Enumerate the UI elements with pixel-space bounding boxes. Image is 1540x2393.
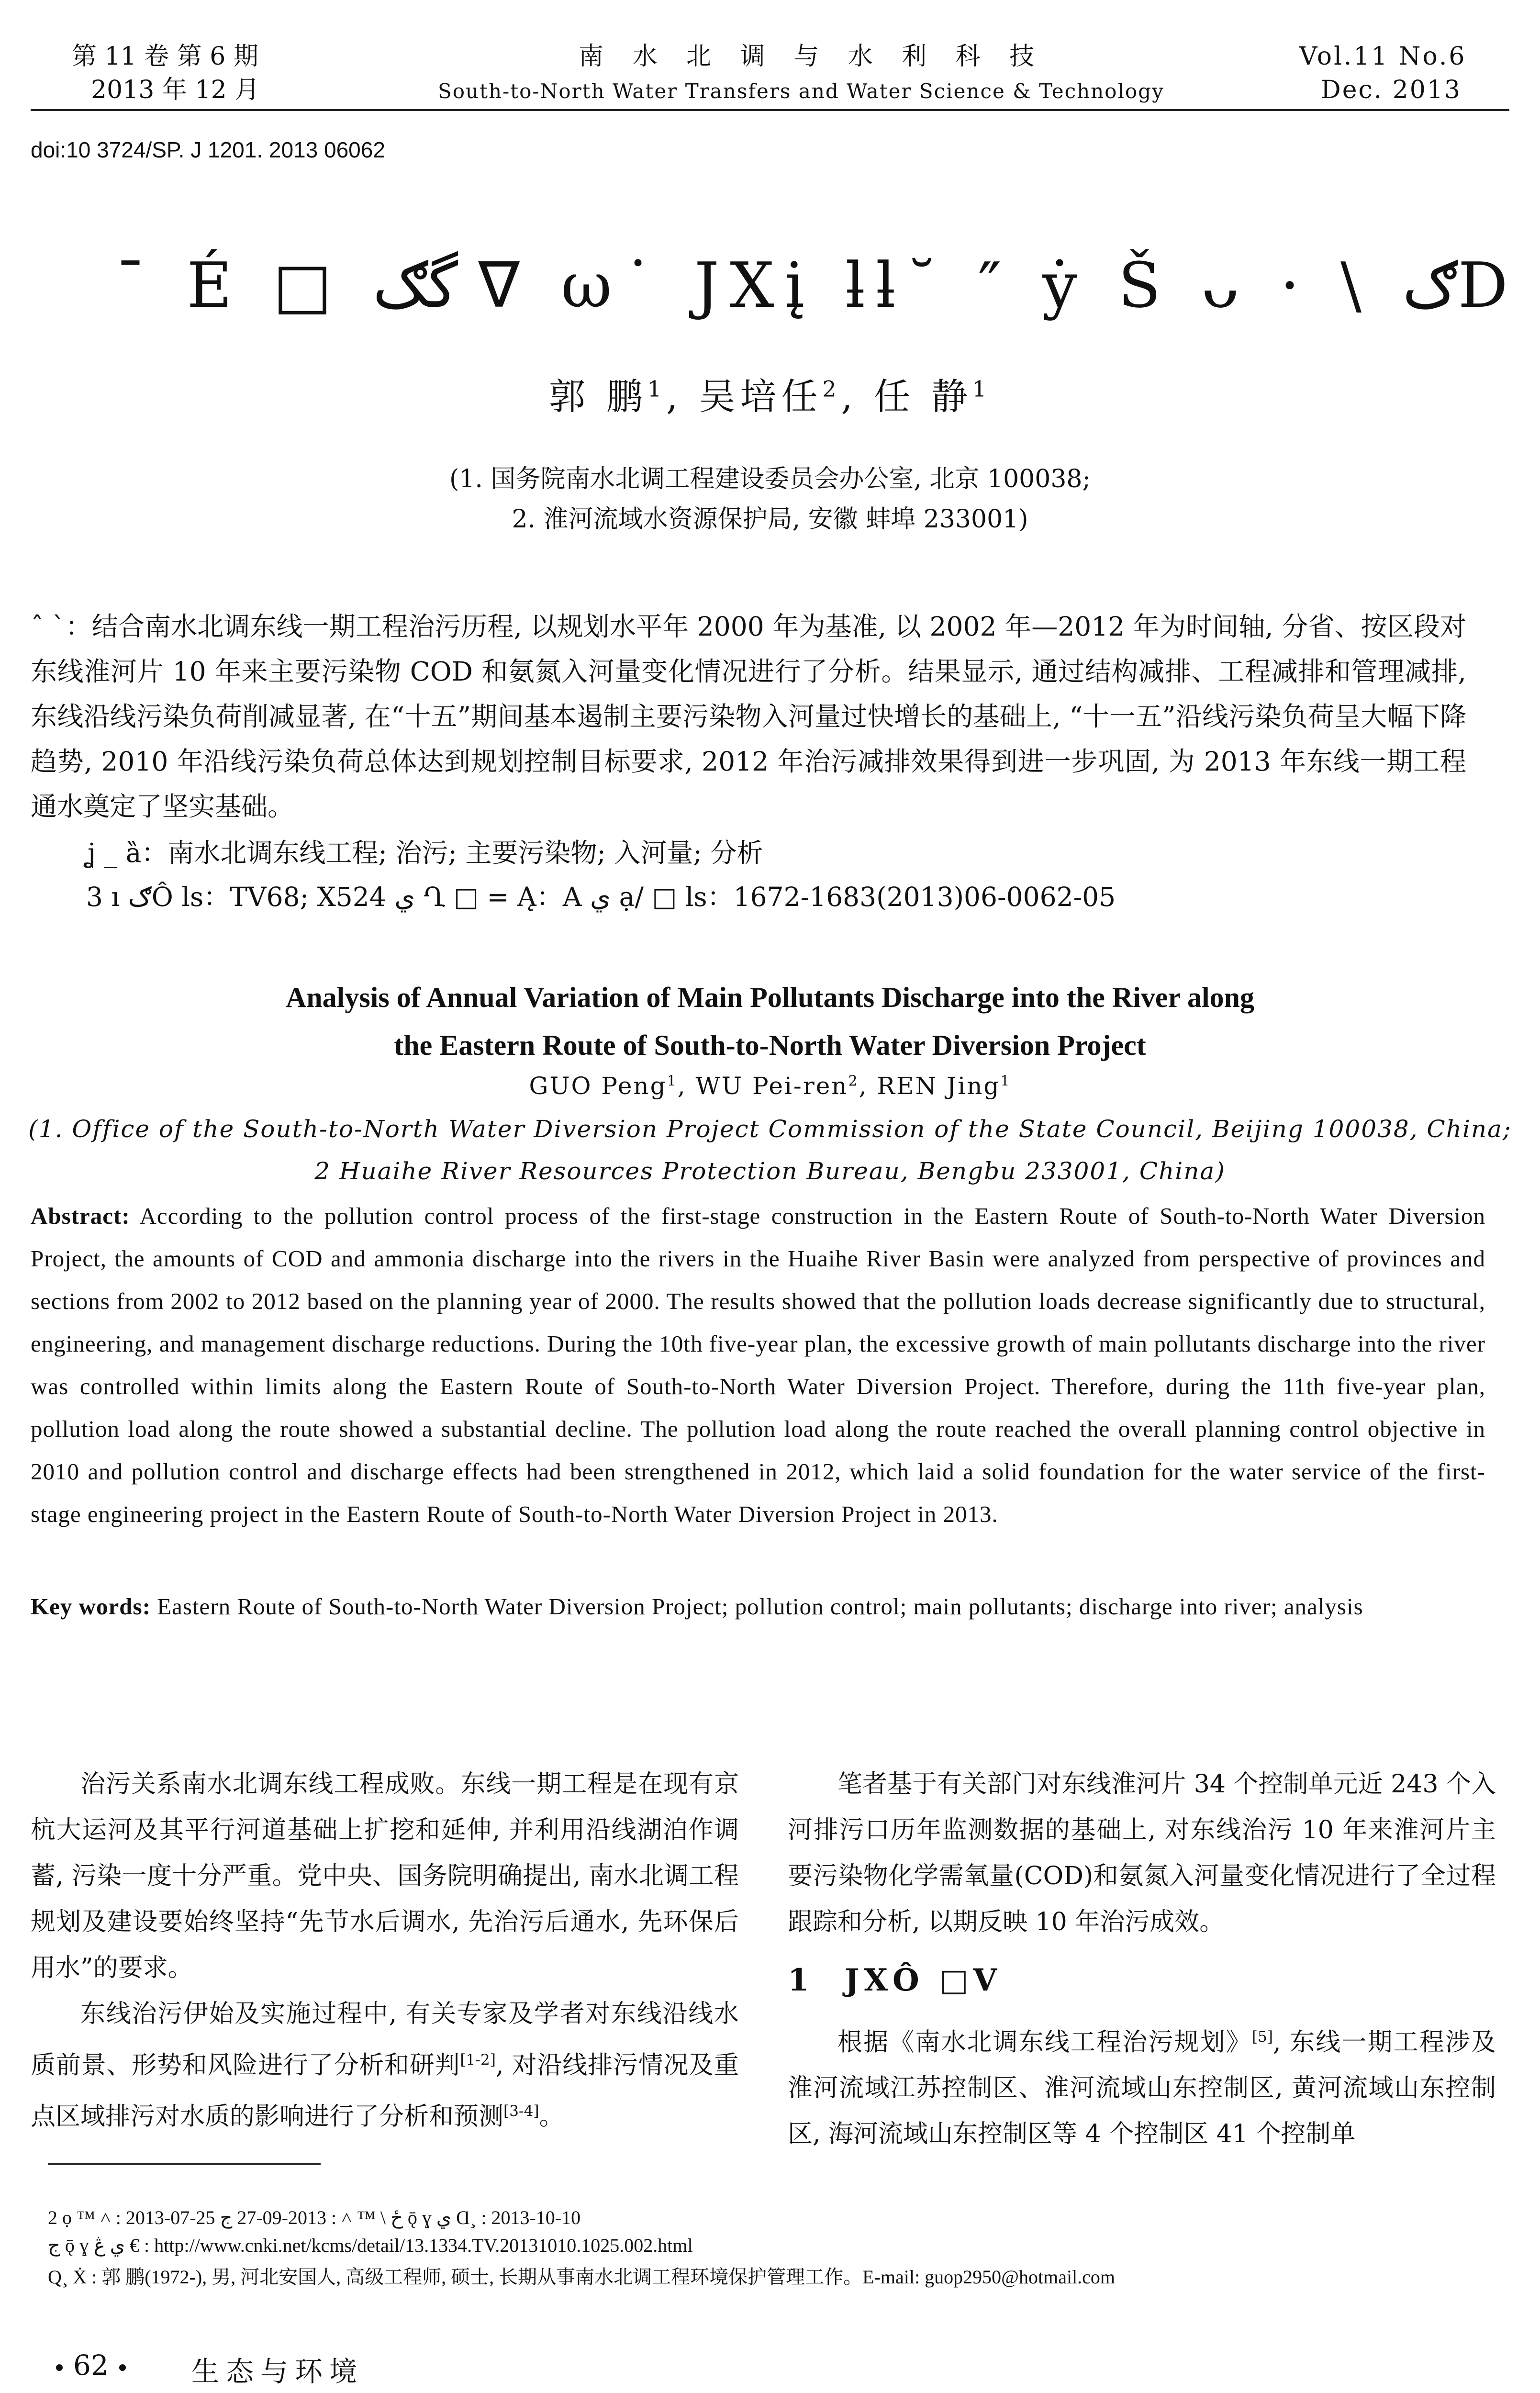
doi: doi:10 3724/SP. J 1201. 2013 06062: [31, 137, 385, 162]
citation-5: [5]: [1251, 2028, 1273, 2046]
body-right-p2b-text: , 东线一期工程涉及淮河流域江苏控制区、淮河流域山东控制区, 黄河流域山东控制区, 海河流域山东控制区等 4 个控制区 41 个控制单: [788, 2028, 1496, 2149]
abstract-en: [31, 1195, 1485, 1535]
author-en-3-sup: 1: [1000, 1073, 1011, 1090]
abstract-en-label: Abstract:: [31, 1203, 130, 1229]
journal-title-en: South-to-North Water Transfers and Water Science & Technology: [438, 79, 1164, 103]
footnote-url: ج ǭ ɣ ي ڠ € : http://www.cnki.net/kcms/detail/13.1334.TV.20131010.1025.002.html: [48, 2235, 693, 2256]
paper-title-en-line1: Analysis of Annual Variation of Main Pollutants Discharge into the River along: [285, 982, 1255, 1013]
keywords-cn-text: ：南水北调东线工程; 治污; 主要污染物; 入河量; 分析: [141, 838, 763, 868]
author-en-2: , WU Pei-ren: [677, 1072, 848, 1100]
authors-cn: 郭 鹏$^1$, 吴培任$^2$, 任 静$^1$: [548, 375, 992, 418]
author-en-1: GUO Peng: [529, 1072, 667, 1100]
date-en: Dec. 2013: [1321, 76, 1462, 104]
body-left-column: [31, 1761, 739, 2140]
date-cn: 2013 年 12 月: [91, 76, 260, 104]
classification-line: 3 ı ګÔ ls：TV68; X524 ي Ղ □ = Ą：A ي ạ/ □ ls：1672-1683(2013)06-0062-05: [86, 882, 1116, 912]
author-en-1-sup: 1: [667, 1073, 678, 1090]
author-en-2-sup: 2: [848, 1073, 859, 1090]
author-en-3: , REN Jing: [859, 1072, 1001, 1100]
footnote-dates: 2 ọ ™ ˄ : 2013-07-25 ځ \ ™ ˄ : 2013-09-27 ج ǭ ɣ ي Ɑ¸ : 2013-10-10: [48, 2207, 581, 2228]
body-right-p2-text: 根据《南水北调东线工程治污规划》: [837, 2028, 1252, 2057]
author-2: 吴培任: [699, 375, 823, 418]
citation-3-4: [3-4]: [503, 2102, 539, 2120]
citation-1-2: [1-2]: [460, 2051, 496, 2069]
abstract-en-text: According to the pollution control process of the first-stage construction in the Eastern Route of South-to-North Water Diversion Project, the amounts of COD and ammonia discharge into the rivers in the Huaihe River Basin were analyzed from perspective of provinces and sections from 2002 to 2012 based on the planning year of 2000. The results showed that the pollution loads decrease significantly due to structural, engineering, and management discharge reductions. During the 10th five-year plan, the excessive growth of main pollutants discharge into the river was controlled within limits along the Eastern Route of South-to-North Water Diversion Project. Therefore, during the 11th five-year plan, pollution load along the route showed a substantial decline. The pollution load along the route reached the overall planning control objective in 2010 and pollution control and discharge effects had been strengthened in 2012, which laid a solid foundation for the water service of the first-stage engineering project in the Eastern Route of South-to-North Water Diversion Project in 2013.: [31, 1203, 1485, 1527]
page-number: [45, 2349, 136, 2382]
page-number-text: 62: [73, 2349, 109, 2382]
paper-title-en-line2: the Eastern Route of South-to-North Water Diversion Project: [394, 1029, 1146, 1061]
abstract-cn-text: ：结合南水北调东线一期工程治污历程, 以规划水平年 2000 年为基准, 以 2002 年—2012 年为时间轴, 分省、按区段对东线淮河片 10 年来主要污染物 COD 和氨氮入河量变化情况进行了分析。结果显示, 通过结构减排、工程减排和管理减排, 东线沿线污染负荷削减显著, 在“十五”期间基本遏制主要污染物入河量过快增长的基础上, “十一五”沿线污染负荷呈大幅下降趋势, 2010 年沿线污染负荷总体达到规划控制目标要求, 2012 年治污减排效果得到进一步巩固, 为 2013 年东线一期工程通水奠定了坚实基础。: [31, 611, 1466, 822]
keywords-en: [31, 1585, 1485, 1628]
body-left-paragraph-2: [31, 1991, 739, 2140]
abstract-cn-label: ˆ ˋ: [31, 611, 66, 642]
bullet-right: [119, 2364, 126, 2371]
affiliation-cn-1: (1. 国务院南水北调工程建设委员会办公室, 北京 100038;: [449, 465, 1091, 493]
bullet-left: [56, 2364, 63, 2371]
body-right-paragraph-1: 笔者基于有关部门对东线淮河片 34 个控制单元近 243 个入河排污口历年监测数据的基础上, 对东线治污 10 年来淮河片主要污染物化学需氧量(COD)和氨氮入河量变化情况进行了全过程跟踪和分析, 以期反映 10 年治污成效。: [788, 1770, 1496, 1936]
volume-issue-cn: 第 11 卷 第 6 期: [72, 42, 258, 71]
footnote-author-bio: Q¸ Ẋ : 郭 鹏(1972-), 男, 河北安国人, 高级工程师, 硕士, 长期从事南水北调工程环境保护管理工作。E-mail: guop2950@hotmail.com: [48, 2266, 1116, 2288]
author-3-sup: 1: [972, 376, 992, 402]
footer-section-name: 生态与环境: [191, 2355, 364, 2388]
keywords-cn-label: ʝ _ ȁ: [86, 838, 142, 868]
abstract-cn: [31, 604, 1466, 829]
body-left-paragraph-1: 治污关系南水北调东线工程成败。东线一期工程是在现有京杭大运河及其平行河道基础上扩挖和延伸, 并利用沿线湖泊作调蓄, 污染一度十分严重。党中央、国务院明确提出, 南水北调工程规划及建设要始终坚持“先节水后调水, 先治污后通水, 先环保后用水”的要求。: [31, 1770, 739, 1982]
affiliation-cn-2: 2. 淮河流域水资源保护局, 安徽 蚌埠 233001): [512, 505, 1028, 534]
keywords-en-label: Key words:: [31, 1593, 151, 1620]
paper-title-cn: ¯ É □ گګ ᐁ ω˙ ЈΧį ƚƚ˘ ″ ẏ Š ᴗ · \ ګD: [115, 249, 1518, 322]
section-heading-1: 1 ￼ ЈΧÔ □V: [788, 1962, 1002, 1998]
author-1: 郭 鹏: [548, 375, 648, 418]
author-2-sup: 2: [822, 376, 841, 402]
author-3: 任 静: [873, 375, 972, 418]
keywords-en-text: Eastern Route of South-to-North Water Diversion Project; pollution control; main pollutants; discharge into river; analysis: [150, 1593, 1363, 1620]
footnote-rule: [48, 2163, 321, 2165]
affiliation-en-1: (1. Office of the South-to-North Water Diversion Project Commission of the State Council, Beijing 100038, China;: [28, 1115, 1512, 1143]
body-right-paragraph-2: [788, 2014, 1496, 2157]
keywords-cn: [86, 832, 763, 870]
affiliation-en-2: 2 Huaihe River Resources Protection Bureau, Bengbu 233001, China): [314, 1157, 1226, 1185]
body-left-p2b-text: , 对沿线排污情况及重点区域排污对水质的影响进行了分析和预测: [31, 2051, 739, 2131]
body-left-p2c-text: 。: [539, 2102, 564, 2131]
journal-title-cn: 南 水 北 调 与 水 利 科 技: [579, 42, 1045, 71]
volume-issue-en: Vol.11 No.6: [1299, 42, 1467, 71]
authors-en: [0, 1072, 1540, 1100]
body-left-p2-text: 东线治污伊始及实施过程中, 有关专家及学者对东线沿线水质前景、形势和风险进行了分析和研判: [31, 2000, 739, 2080]
body-right-column: [788, 1761, 1496, 2157]
header-rule: [31, 109, 1509, 111]
author-1-sup: 1: [647, 376, 667, 402]
